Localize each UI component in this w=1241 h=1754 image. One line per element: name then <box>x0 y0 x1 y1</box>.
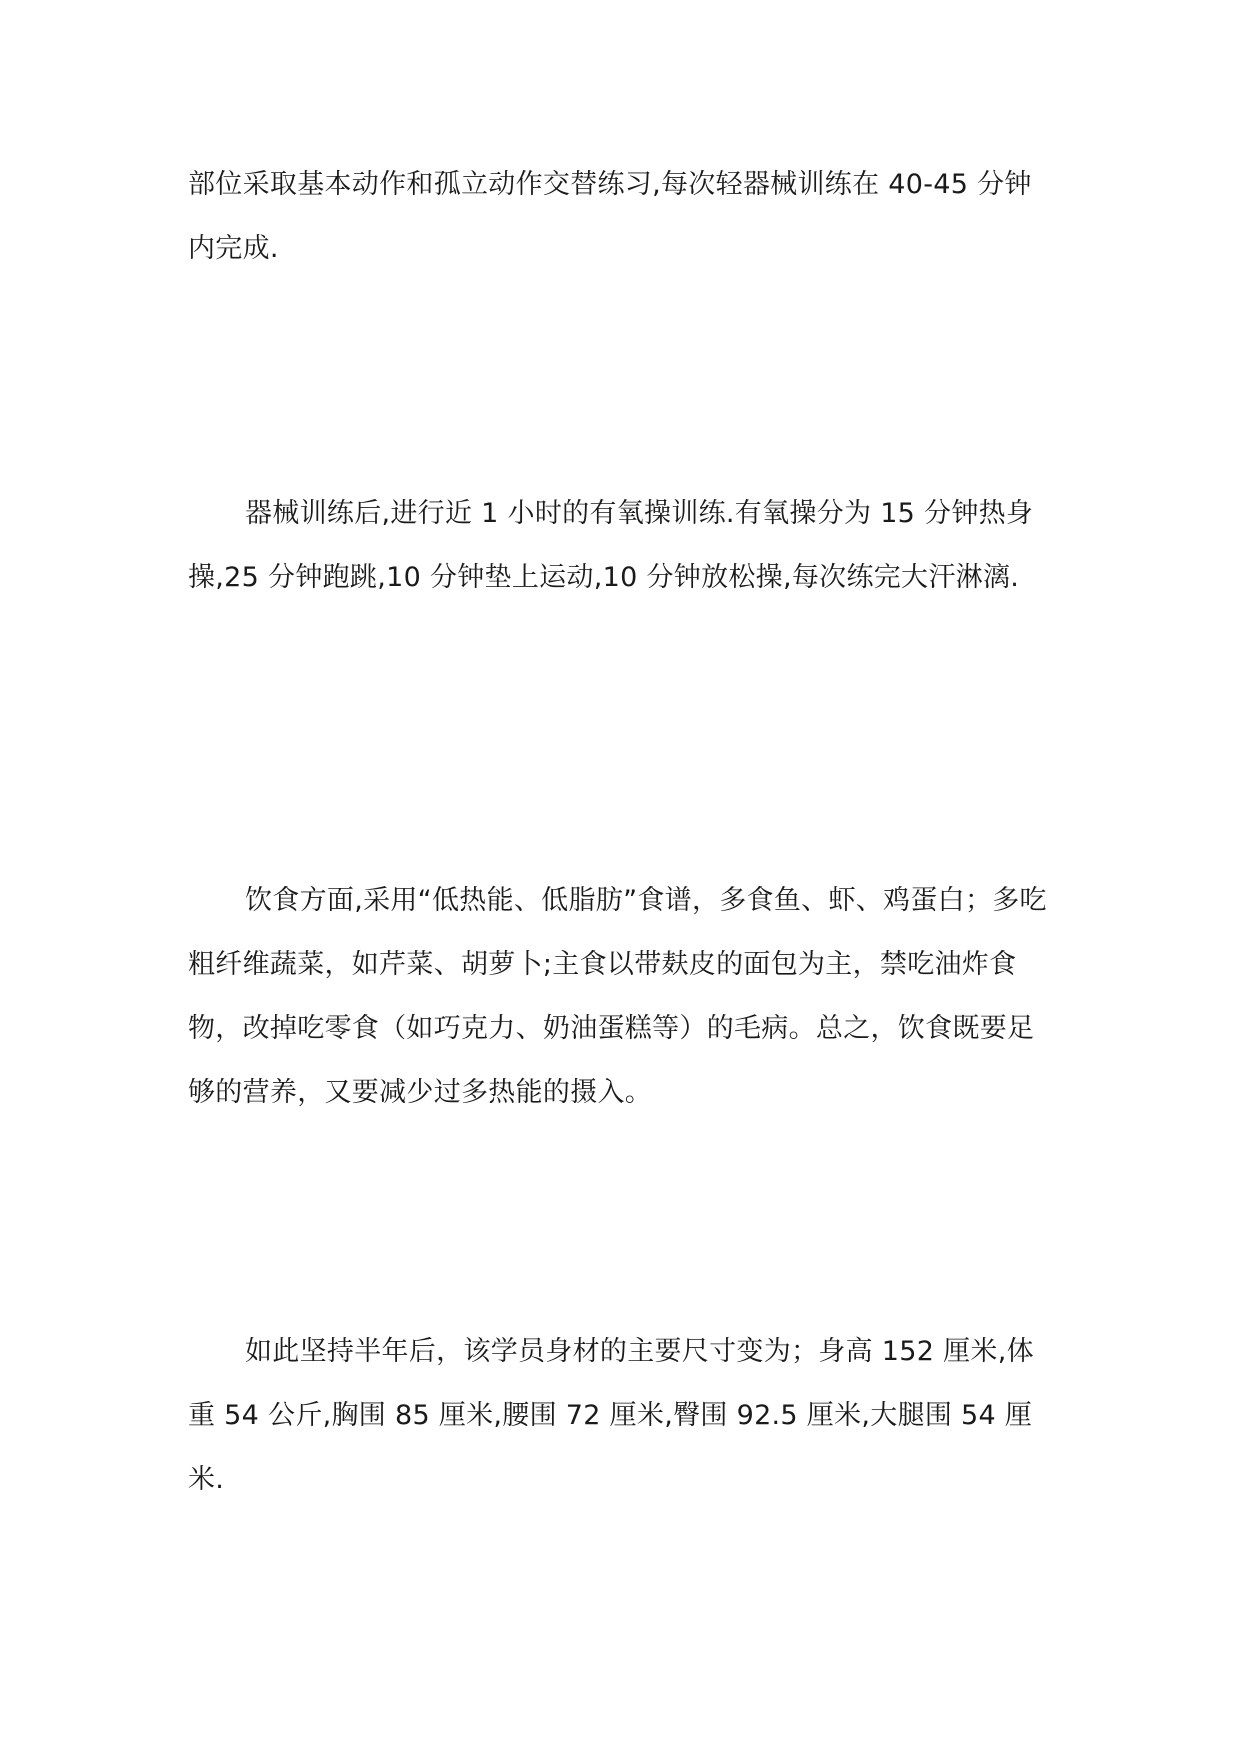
paragraph-aerobic-training: 器械训练后,进行近 1 小时的有氧操训练.有氧操分为 15 分钟热身操,25 分钟跑跳,10 分钟垫上运动,10 分钟放松操,每次练完大汗淋漓. <box>188 498 1034 593</box>
paragraph-diet: 饮食方面,采用“低热能、低脂肪”食谱，多食鱼、虾、鸡蛋白；多吃粗纤维蔬菜，如芹菜、胡萝卜;主食以带麸皮的面包为主，禁吃油炸食物，改掉吃零食（如巧克力、奶油蛋糕等）的毛病。总之，饮食既要足够的营养，又要减少过多热能的摄入。 <box>188 885 1047 1108</box>
paragraph-results: 如此坚持半年后，该学员身材的主要尺寸变为；身高 152 厘米,体重 54 公斤,胸围 85 厘米,腰围 72 厘米,臀围 92.5 厘米,大腿围 54 厘米. <box>188 1336 1034 1495</box>
paragraph-training-continuation: 部位采取基本动作和孤立动作交替练习,每次轻器械训练在 40-45 分钟内完成. <box>188 169 1032 264</box>
